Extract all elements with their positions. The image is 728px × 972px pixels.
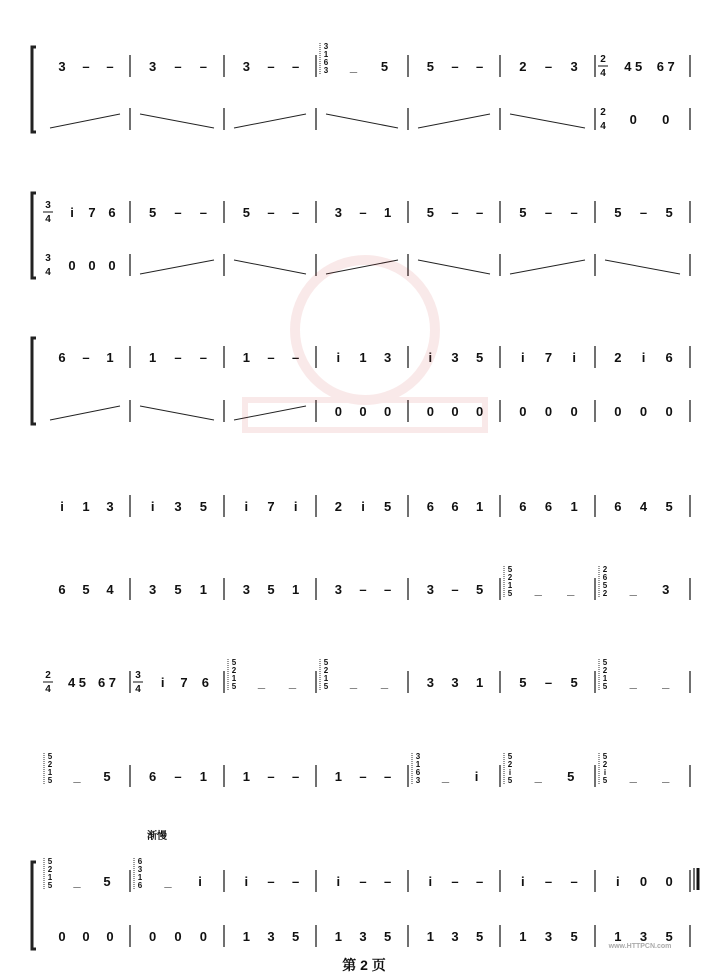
jianpu-note: 0 <box>82 929 90 944</box>
jianpu-note: _ <box>534 769 542 784</box>
jianpu-note: – <box>174 59 182 74</box>
jianpu-note: _ <box>349 675 358 690</box>
chord-note: 5 <box>602 776 608 785</box>
jianpu-note: – <box>292 350 300 365</box>
jianpu-note: – <box>384 769 392 784</box>
chord-note: 2 <box>231 666 237 675</box>
jianpu-note: _ <box>629 582 637 597</box>
jianpu-note: 2 <box>614 350 622 365</box>
jianpu-note: 7 <box>267 499 275 514</box>
jianpu-note: 1 <box>199 582 207 597</box>
jianpu-note: – <box>174 769 182 784</box>
page-number: 第 2 页 <box>342 957 386 972</box>
chord-note: 3 <box>323 66 329 75</box>
jianpu-note: 0 <box>665 404 673 419</box>
jianpu-note: 3 <box>451 675 459 690</box>
chord-note: 1 <box>231 674 237 683</box>
glissando-line <box>50 114 120 128</box>
jianpu-note: 5 <box>292 929 300 944</box>
jianpu-note: – <box>451 582 459 597</box>
chord-note: 3 <box>415 776 421 785</box>
glissando-line <box>418 114 490 128</box>
jianpu-note: 4 5 <box>67 675 87 690</box>
jianpu-note: 0 <box>88 258 96 273</box>
jianpu-note: 3 <box>149 582 157 597</box>
chord-note: 2 <box>602 760 608 769</box>
chord-note: 5 <box>507 589 513 598</box>
glissando-line <box>605 260 680 274</box>
jianpu-note: – <box>199 350 207 365</box>
system-brace <box>32 47 36 132</box>
jianpu-note: 5 <box>380 59 389 74</box>
jianpu-note: 6 <box>58 582 66 597</box>
jianpu-note: 0 <box>662 112 670 127</box>
jianpu-note: – <box>106 59 114 74</box>
system-brace <box>32 193 36 278</box>
chord-note: 3 <box>323 42 329 51</box>
jianpu-note: 5 <box>384 499 392 514</box>
jianpu-note: i <box>150 499 155 514</box>
jianpu-note: _ <box>662 769 670 784</box>
jianpu-note: 1 <box>82 499 90 514</box>
jianpu-note: 2 <box>519 59 527 74</box>
jianpu-note: – <box>476 874 484 889</box>
jianpu-note: 1 <box>519 929 527 944</box>
jianpu-note: _ <box>349 59 358 74</box>
jianpu-note: 0 <box>359 404 367 419</box>
jianpu-note: 0 <box>665 874 673 889</box>
jianpu-note: _ <box>73 874 81 889</box>
chord-note: 5 <box>507 752 513 761</box>
jianpu-note: i <box>474 769 479 784</box>
watermark-url: www.HTTPCN.com <box>608 943 672 950</box>
jianpu-note: 4 <box>639 499 648 514</box>
jianpu-note: i <box>336 350 341 365</box>
jianpu-note: 1 <box>570 499 578 514</box>
jianpu-note: – <box>359 874 367 889</box>
watermark-logo <box>235 250 495 440</box>
jianpu-note: 0 <box>639 874 648 889</box>
jianpu-note: 5 <box>426 205 434 220</box>
jianpu-note: i <box>641 350 646 365</box>
jianpu-note: 5 <box>519 675 527 690</box>
jianpu-note: 1 <box>359 350 367 365</box>
jianpu-note: 5 <box>476 929 484 944</box>
chord-note: 5 <box>507 776 513 785</box>
glissando-line <box>140 114 214 128</box>
jianpu-note: 5 <box>242 205 250 220</box>
jianpu-note: 3 <box>242 582 250 597</box>
jianpu-note: i <box>244 874 249 889</box>
jianpu-note: 0 <box>426 404 434 419</box>
jianpu-note: 3 <box>359 929 367 944</box>
jianpu-note: 0 <box>68 258 76 273</box>
jianpu-note: – <box>359 205 367 220</box>
chord-note: 1 <box>47 873 53 882</box>
jianpu-note: 5 <box>384 929 392 944</box>
chord-note: 1 <box>507 581 513 590</box>
jianpu-note: 4 5 <box>624 59 643 74</box>
jianpu-note: 7 <box>88 205 96 220</box>
jianpu-note: – <box>451 205 459 220</box>
jianpu-note: 7 <box>544 350 553 365</box>
jianpu-note: – <box>292 874 300 889</box>
jianpu-note: _ <box>441 769 450 784</box>
jianpu-note: i <box>293 499 298 514</box>
jianpu-note: 3 <box>544 929 553 944</box>
chord-note: 2 <box>323 666 329 675</box>
jianpu-note: 6 <box>451 499 459 514</box>
chord-note: 6 <box>602 573 608 582</box>
glissando-line <box>50 406 120 420</box>
jianpu-note: 0 <box>108 258 116 273</box>
jianpu-note: 6 <box>108 205 116 220</box>
time-signature-top: 2 <box>600 107 606 118</box>
jianpu-note: – <box>199 205 207 220</box>
jianpu-note: – <box>544 59 553 74</box>
chord-note: 6 <box>137 881 143 890</box>
jianpu-note: – <box>267 874 275 889</box>
time-signature-bottom: 4 <box>135 684 141 695</box>
jianpu-note: 1 <box>614 929 622 944</box>
jianpu-note: _ <box>662 675 670 690</box>
jianpu-note: 5 <box>476 582 484 597</box>
chord-note: 5 <box>602 581 608 590</box>
jianpu-note: 1 <box>334 769 342 784</box>
jianpu-note: – <box>267 59 275 74</box>
jianpu-note: 1 <box>242 769 250 784</box>
jianpu-note: 3 <box>58 59 66 74</box>
jianpu-note: – <box>292 59 300 74</box>
jianpu-note: 6 <box>519 499 527 514</box>
glissando-line <box>140 260 214 274</box>
jianpu-note: 0 <box>476 404 484 419</box>
chord-note: 5 <box>231 658 237 667</box>
jianpu-note: 3 <box>149 59 157 74</box>
jianpu-note: – <box>359 769 367 784</box>
chord-note: i <box>508 768 512 777</box>
jianpu-note: 0 <box>570 404 578 419</box>
time-signature-top: 3 <box>135 670 141 681</box>
jianpu-note: 3 <box>426 675 434 690</box>
jianpu-note: – <box>570 874 578 889</box>
jianpu-note: 0 <box>106 929 114 944</box>
jianpu-note: 1 <box>384 205 392 220</box>
jianpu-note: – <box>267 769 275 784</box>
jianpu-note: 1 <box>199 769 207 784</box>
jianpu-note: i <box>572 350 576 365</box>
jianpu-note: 3 <box>334 205 342 220</box>
jianpu-note: – <box>174 350 182 365</box>
jianpu-note: 2 <box>334 499 342 514</box>
jianpu-note: 5 <box>103 874 111 889</box>
jianpu-note: 0 <box>149 929 157 944</box>
jianpu-note: 0 <box>629 112 637 127</box>
jianpu-note: 3 <box>426 582 434 597</box>
jianpu-note: 5 <box>519 205 527 220</box>
chord-note: 5 <box>47 857 53 866</box>
chord-note: 1 <box>323 674 329 683</box>
jianpu-note: – <box>384 582 392 597</box>
jianpu-note: – <box>384 874 392 889</box>
jianpu-note: – <box>292 769 300 784</box>
jianpu-note: i <box>428 874 433 889</box>
chord-note: 5 <box>323 682 329 691</box>
jianpu-note: 3 <box>267 929 275 944</box>
jianpu-note: – <box>544 205 553 220</box>
tempo-mark: 渐慢 <box>147 831 167 842</box>
jianpu-note: 5 <box>267 582 275 597</box>
jianpu-note: 5 <box>570 929 578 944</box>
jianpu-note: _ <box>629 675 637 690</box>
chord-note: 6 <box>323 58 329 67</box>
jianpu-note: – <box>544 675 553 690</box>
time-signature-top: 2 <box>45 670 51 681</box>
chord-note: 1 <box>47 768 53 777</box>
jianpu-note: 5 <box>567 769 575 784</box>
jianpu-note: 1 <box>476 675 484 690</box>
chord-note: 2 <box>602 565 608 574</box>
jianpu-note: 3 <box>570 59 578 74</box>
chord-note: 5 <box>602 658 608 667</box>
jianpu-note: 6 <box>426 499 434 514</box>
chord-note: 5 <box>602 752 608 761</box>
jianpu-note: – <box>174 205 182 220</box>
jianpu-note: 1 <box>476 499 484 514</box>
jianpu-note: – <box>82 350 90 365</box>
jianpu-note: – <box>267 205 275 220</box>
jianpu-note: _ <box>567 582 575 597</box>
jianpu-note: 6 7 <box>97 675 117 690</box>
jianpu-note: 5 <box>103 769 111 784</box>
jianpu-note: 3 <box>451 929 459 944</box>
jianpu-note: 3 <box>639 929 648 944</box>
chord-note: 5 <box>602 682 608 691</box>
jianpu-note: 0 <box>58 929 66 944</box>
jianpu-note: 1 <box>149 350 157 365</box>
chord-note: 3 <box>415 752 421 761</box>
chord-note: 2 <box>602 666 608 675</box>
jianpu-note: 6 <box>58 350 66 365</box>
time-signature-bottom: 4 <box>600 68 606 79</box>
jianpu-note: – <box>292 205 300 220</box>
chord-note: 5 <box>47 881 53 890</box>
chord-note: 5 <box>323 658 329 667</box>
chord-note: 1 <box>415 760 421 769</box>
jianpu-note: _ <box>534 582 542 597</box>
chord-note: 5 <box>231 682 237 691</box>
system-brace <box>32 338 36 424</box>
chord-note: i <box>603 768 607 777</box>
jianpu-note: 0 <box>384 404 392 419</box>
jianpu-note: 3 <box>174 499 182 514</box>
jianpu-note: 1 <box>242 929 250 944</box>
system-brace <box>32 862 36 949</box>
jianpu-note: 1 <box>106 350 114 365</box>
chord-note: 1 <box>137 873 143 882</box>
jianpu-note: i <box>70 205 74 220</box>
jianpu-note: 1 <box>292 582 300 597</box>
chord-note: 2 <box>47 865 53 874</box>
jianpu-note: – <box>570 205 578 220</box>
time-signature-top: 3 <box>45 253 51 264</box>
jianpu-note: i <box>616 874 620 889</box>
glissando-line <box>510 114 585 128</box>
jianpu-note: 5 <box>570 675 578 690</box>
glissando-line <box>510 260 585 274</box>
jianpu-note: 0 <box>544 404 553 419</box>
jianpu-note: – <box>476 59 484 74</box>
jianpu-note: 6 <box>201 675 209 690</box>
chord-note: 1 <box>323 50 329 59</box>
jianpu-note: 1 <box>242 350 250 365</box>
chord-note: 6 <box>415 768 421 777</box>
jianpu-note: 0 <box>639 404 648 419</box>
jianpu-note: i <box>160 675 165 690</box>
chord-note: 6 <box>137 857 143 866</box>
jianpu-note: _ <box>629 769 637 784</box>
jianpu-note: 5 <box>665 205 673 220</box>
jianpu-note: 0 <box>614 404 622 419</box>
chord-note: 2 <box>47 760 53 769</box>
jianpu-note: 3 <box>334 582 342 597</box>
jianpu-note: 5 <box>82 582 90 597</box>
chord-note: 3 <box>137 865 143 874</box>
jianpu-note: 3 <box>242 59 250 74</box>
jianpu-note: – <box>267 350 275 365</box>
jianpu-note: 6 <box>665 350 673 365</box>
jianpu-note: _ <box>288 675 297 690</box>
jianpu-note: _ <box>257 675 266 690</box>
chord-note: 5 <box>47 752 53 761</box>
jianpu-note: i <box>336 874 341 889</box>
jianpu-note: 5 <box>665 499 673 514</box>
time-signature-bottom: 4 <box>600 121 606 132</box>
jianpu-note: 3 <box>384 350 392 365</box>
glissando-line <box>326 114 398 128</box>
jianpu-note: – <box>544 874 553 889</box>
jianpu-note: 5 <box>426 59 434 74</box>
jianpu-note: 1 <box>426 929 434 944</box>
jianpu-note: – <box>451 59 459 74</box>
jianpu-note: _ <box>73 769 81 784</box>
jianpu-note: 6 <box>544 499 553 514</box>
jianpu-note: 3 <box>106 499 114 514</box>
jianpu-note: 5 <box>665 929 673 944</box>
jianpu-note: 4 <box>106 582 114 597</box>
jianpu-note: 5 <box>614 205 622 220</box>
jianpu-note: 1 <box>334 929 342 944</box>
jianpu-note: 6 <box>614 499 622 514</box>
jianpu-note: 3 <box>662 582 670 597</box>
jianpu-note: 5 <box>199 499 207 514</box>
time-signature-bottom: 4 <box>45 684 51 695</box>
jianpu-note: 3 <box>451 350 459 365</box>
jianpu-note: _ <box>164 874 172 889</box>
jianpu-note: 7 <box>180 675 188 690</box>
jianpu-note: 5 <box>149 205 157 220</box>
jianpu-note: – <box>476 205 484 220</box>
jianpu-note: 5 <box>174 582 182 597</box>
jianpu-note: i <box>60 499 64 514</box>
jianpu-note: – <box>359 582 367 597</box>
chord-note: 5 <box>507 565 513 574</box>
jianpu-note: 0 <box>451 404 459 419</box>
jianpu-note: 0 <box>334 404 342 419</box>
jianpu-note: 0 <box>519 404 527 419</box>
chord-note: 1 <box>602 674 608 683</box>
glissando-line <box>234 114 306 128</box>
jianpu-note: 5 <box>476 350 484 365</box>
time-signature-bottom: 4 <box>45 267 51 278</box>
jianpu-note: i <box>521 874 525 889</box>
jianpu-note: 6 7 <box>656 59 675 74</box>
chord-note: 2 <box>507 573 513 582</box>
jianpu-note: – <box>82 59 90 74</box>
jianpu-note: 0 <box>174 929 182 944</box>
jianpu-note: – <box>451 874 459 889</box>
jianpu-note: – <box>199 59 207 74</box>
time-signature-top: 3 <box>45 200 51 211</box>
jianpu-note: 6 <box>149 769 157 784</box>
chord-note: 2 <box>507 760 513 769</box>
chord-note: 2 <box>602 589 608 598</box>
jianpu-note: i <box>428 350 433 365</box>
time-signature-top: 2 <box>600 54 606 65</box>
jianpu-note: 0 <box>199 929 207 944</box>
jianpu-note: i <box>521 350 525 365</box>
glissando-line <box>140 406 214 420</box>
jianpu-note: – <box>639 205 648 220</box>
chord-note: 5 <box>47 776 53 785</box>
jianpu-note: i <box>198 874 202 889</box>
jianpu-note: _ <box>380 675 389 690</box>
jianpu-note: i <box>244 499 249 514</box>
jianpu-note: i <box>361 499 365 514</box>
time-signature-bottom: 4 <box>45 214 51 225</box>
